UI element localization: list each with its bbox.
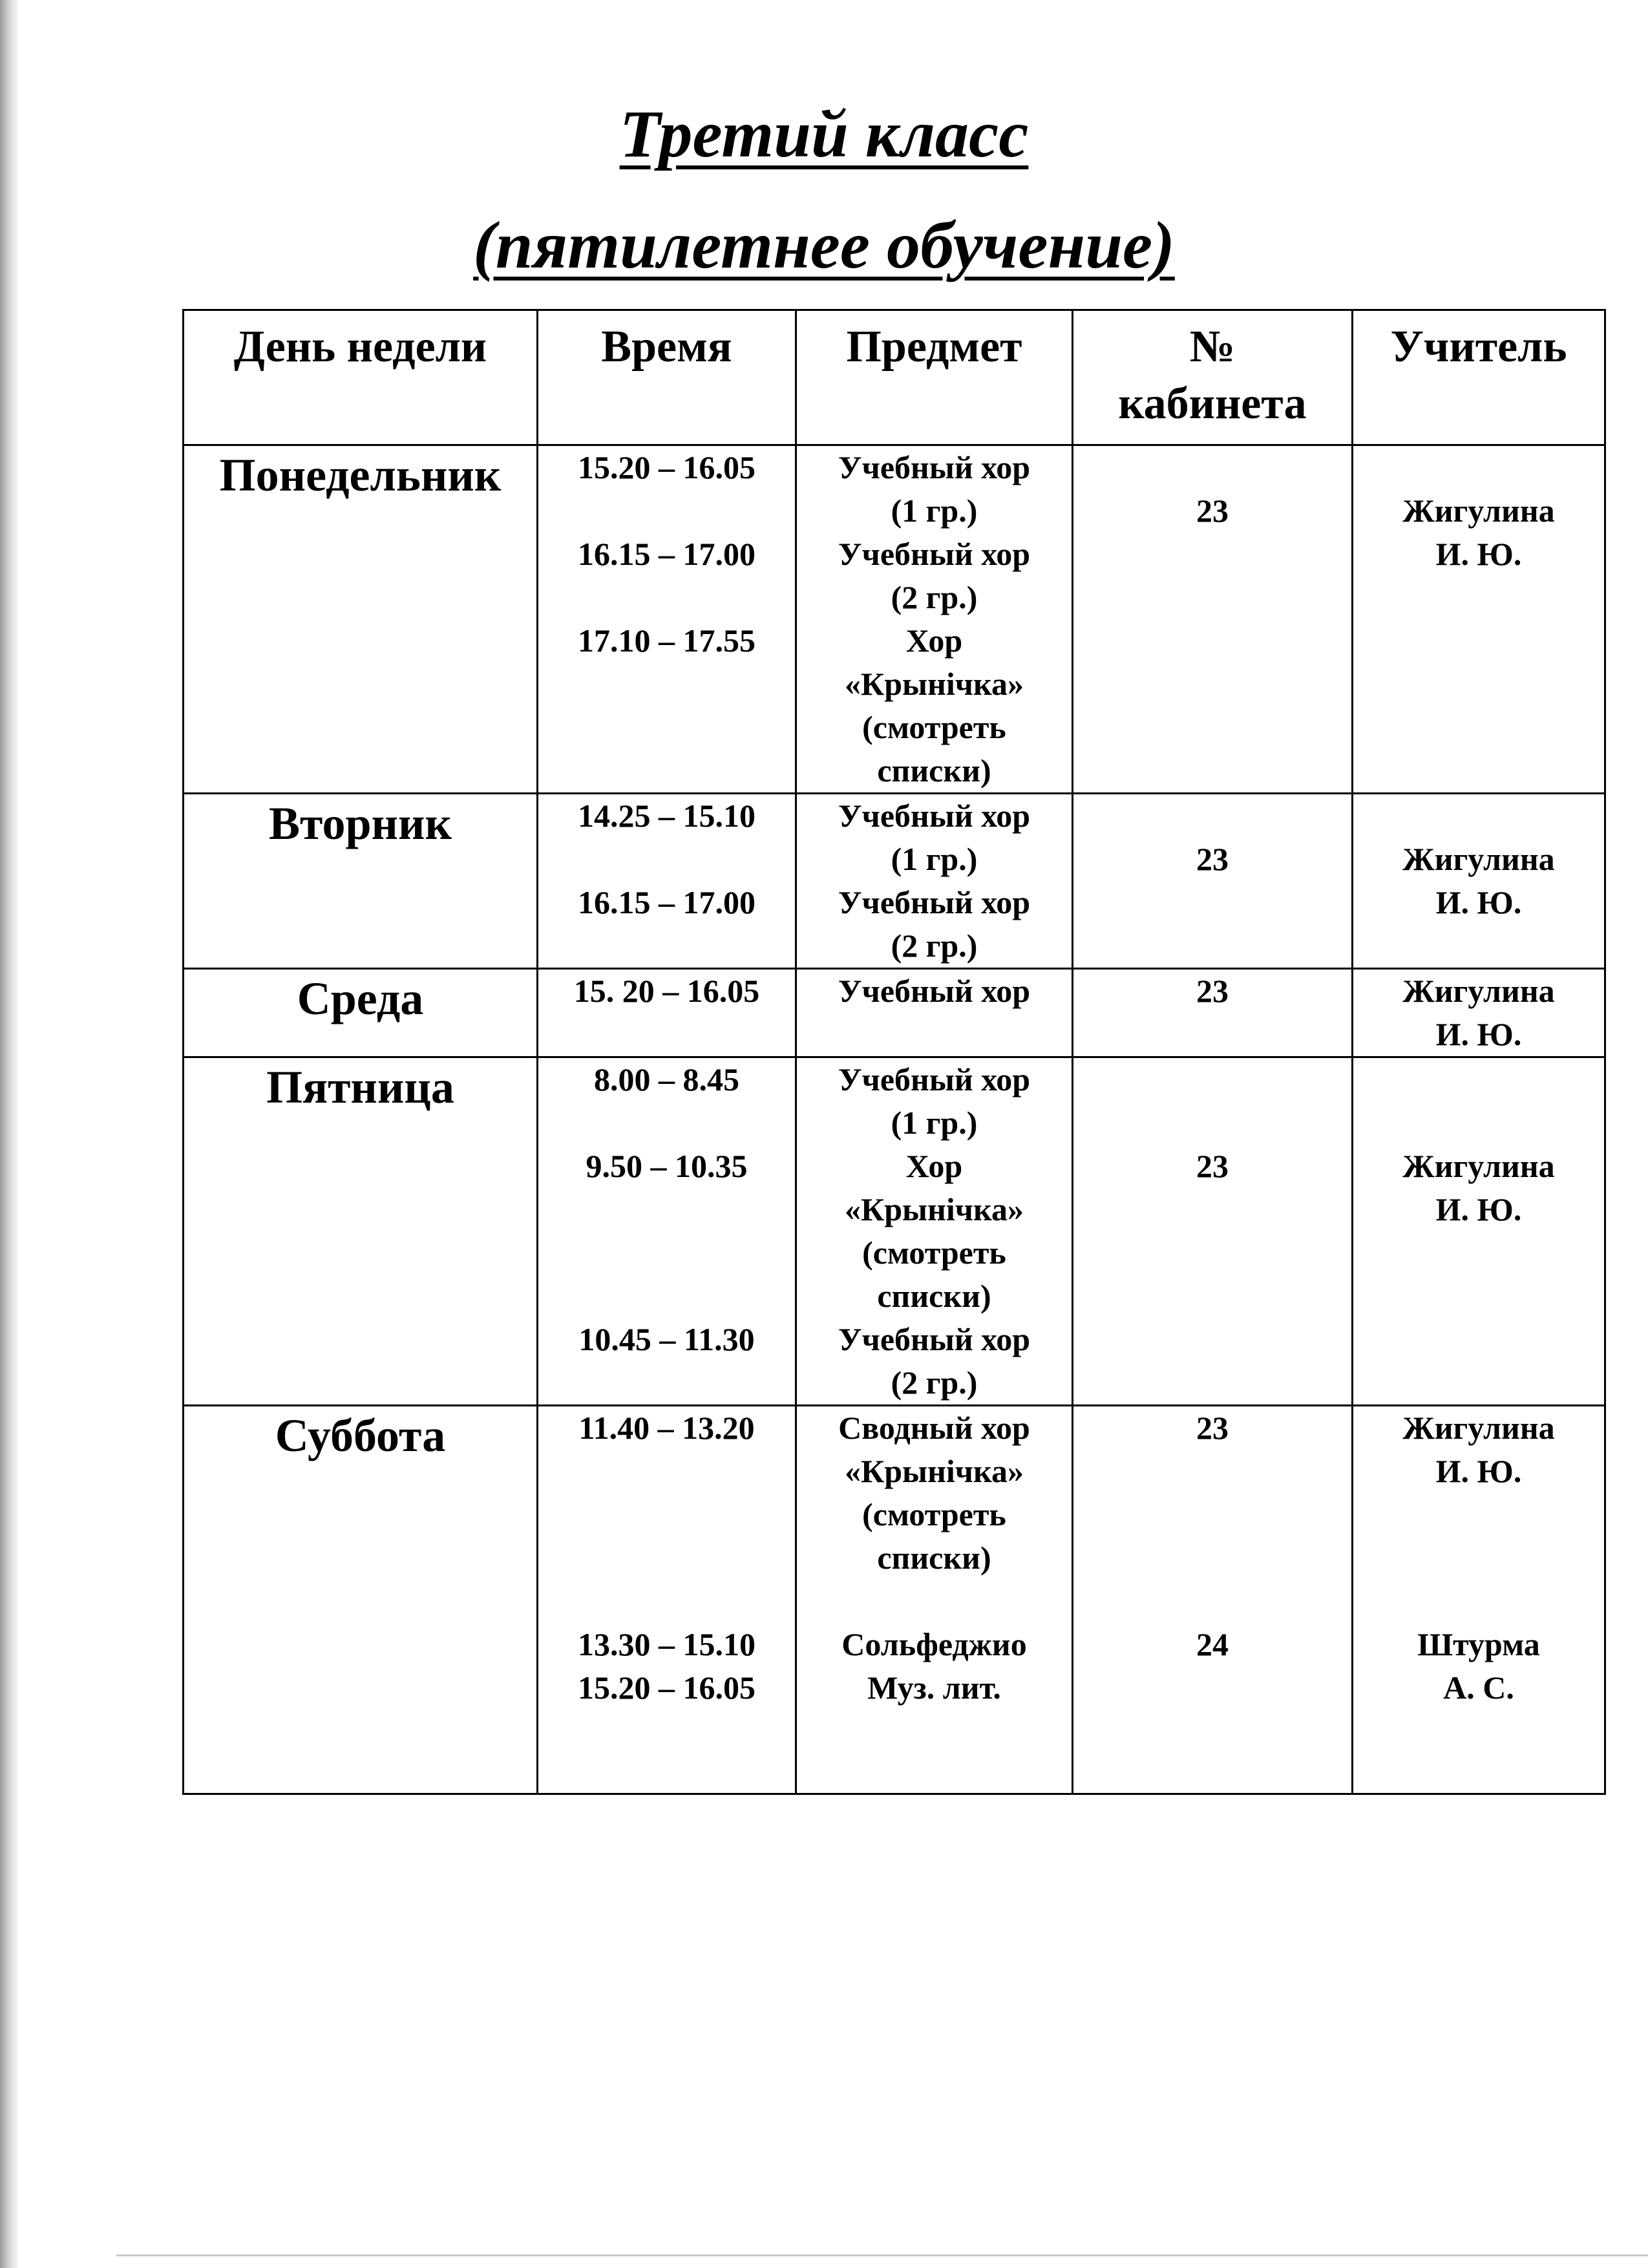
page-title: Третий класс	[619, 97, 1029, 171]
scan-shadow-edge	[0, 0, 19, 2268]
subject-cell	[796, 445, 1073, 794]
time-line	[538, 1188, 795, 1231]
day-cell: Пятница	[184, 1057, 538, 1406]
room-line	[1073, 794, 1351, 838]
time-line	[538, 1580, 795, 1623]
subject-line: (1 гр.)	[891, 493, 978, 529]
teacher-line: Жигулина	[1402, 1410, 1555, 1446]
room-cell	[1073, 445, 1353, 794]
time-cell	[538, 969, 796, 1057]
day-cell: Понедельник	[184, 445, 538, 794]
time-line: 16.15 – 17.00	[578, 536, 755, 572]
time-line	[538, 1275, 795, 1318]
schedule-table	[182, 309, 1606, 1795]
room-cell	[1073, 969, 1353, 1057]
room-line: 23	[1196, 1148, 1229, 1184]
teacher-line: Жигулина	[1402, 973, 1555, 1009]
teacher-line	[1353, 1580, 1604, 1623]
teacher-line: И. Ю.	[1435, 1191, 1522, 1227]
table-row	[184, 969, 1605, 1057]
time-line: 17.10 – 17.55	[578, 622, 755, 659]
subject-cell	[796, 1057, 1073, 1406]
teacher-line: Жигулина	[1402, 1148, 1555, 1184]
room-line	[1073, 1058, 1351, 1101]
subject-line: (1 гр.)	[891, 1105, 978, 1141]
time-line	[538, 838, 795, 881]
subject-line: «Крынічка»	[844, 666, 1024, 702]
table-row	[184, 794, 1605, 969]
day-cell: Вторник	[184, 794, 538, 969]
subject-line: Сводный хор	[838, 1410, 1030, 1446]
time-line: 15. 20 – 16.05	[573, 973, 760, 1009]
subject-line: Хор	[905, 622, 963, 659]
header-room-number-sign: №	[1189, 322, 1236, 372]
table-header-row	[184, 310, 1605, 445]
subject-line: списки)	[877, 1540, 991, 1576]
teacher-line: Жигулина	[1402, 841, 1555, 877]
room-cell	[1073, 794, 1353, 969]
subject-line: Учебный хор	[838, 536, 1031, 572]
header-teacher: Учитель	[1353, 310, 1605, 445]
scan-bottom-line	[116, 2254, 1648, 2256]
teacher-line	[1353, 1058, 1604, 1101]
room-line: 23	[1196, 1410, 1229, 1446]
time-line: 9.50 – 10.35	[586, 1148, 748, 1184]
teacher-line: А. С.	[1443, 1669, 1514, 1706]
time-line	[538, 1101, 795, 1145]
subject-cell	[796, 794, 1073, 969]
subject-line: «Крынічка»	[844, 1191, 1024, 1227]
teacher-cell	[1353, 1057, 1605, 1406]
time-line	[538, 576, 795, 619]
subject-line: «Крынічка»	[844, 1453, 1024, 1489]
room-cell	[1073, 1057, 1353, 1406]
subject-line: Учебный хор	[838, 884, 1031, 920]
time-cell	[538, 445, 796, 794]
teacher-line: И. Ю.	[1435, 884, 1522, 920]
teacher-cell	[1353, 1406, 1605, 1794]
subject-cell	[796, 969, 1073, 1057]
teacher-cell	[1353, 794, 1605, 969]
subject-line	[797, 1580, 1072, 1623]
subject-line: Сольфеджио	[841, 1626, 1027, 1662]
subject-line: (1 гр.)	[891, 841, 978, 877]
subject-line: Учебный хор	[838, 1321, 1031, 1357]
header-time: Время	[538, 310, 796, 445]
day-cell: Суббота	[184, 1406, 538, 1794]
time-line	[538, 489, 795, 533]
room-line	[1073, 446, 1351, 489]
header-room	[1073, 310, 1353, 445]
teacher-line	[1353, 1101, 1604, 1145]
time-cell	[538, 794, 796, 969]
header-room-label: кабинета	[1118, 379, 1307, 429]
time-line	[538, 1493, 795, 1536]
teacher-line: Жигулина	[1402, 493, 1555, 529]
subject-line: Муз. лит.	[867, 1669, 1001, 1706]
subject-line: Хор	[905, 1148, 963, 1184]
room-line	[1073, 1493, 1351, 1536]
teacher-line	[1353, 446, 1604, 489]
room-line	[1073, 1450, 1351, 1493]
teacher-line: И. Ю.	[1435, 1453, 1522, 1489]
teacher-line: И. Ю.	[1435, 536, 1522, 572]
room-line	[1073, 1580, 1351, 1623]
room-line: 23	[1196, 841, 1229, 877]
time-line: 10.45 – 11.30	[578, 1321, 755, 1357]
time-line: 14.25 – 15.10	[578, 798, 755, 834]
subject-line: Учебный хор	[838, 798, 1031, 834]
subject-line: Учебный хор	[838, 973, 1031, 1009]
room-line: 23	[1196, 973, 1229, 1009]
subject-line: (смотреть	[862, 1496, 1006, 1532]
table-row	[184, 1406, 1605, 1794]
header-day: День недели	[184, 310, 538, 445]
room-cell	[1073, 1406, 1353, 1794]
table-row	[184, 445, 1605, 794]
time-line: 15.20 – 16.05	[578, 1669, 755, 1706]
time-line: 11.40 – 13.20	[578, 1410, 755, 1446]
subject-line: Учебный хор	[838, 1061, 1031, 1097]
subject-line: (2 гр.)	[891, 927, 978, 964]
subject-cell	[796, 1406, 1073, 1794]
table-row	[184, 1057, 1605, 1406]
subject-line: (смотреть	[862, 709, 1006, 745]
room-line	[1073, 1101, 1351, 1145]
subject-line: (смотреть	[862, 1235, 1006, 1271]
time-line	[538, 1450, 795, 1493]
time-line: 13.30 – 15.10	[578, 1626, 755, 1662]
time-line: 16.15 – 17.00	[578, 884, 755, 920]
subject-line: (2 гр.)	[891, 579, 978, 615]
teacher-cell	[1353, 445, 1605, 794]
subject-line: списки)	[877, 1278, 991, 1314]
time-line: 15.20 – 16.05	[578, 449, 755, 485]
room-line: 23	[1196, 493, 1229, 529]
teacher-line: Штурма	[1417, 1626, 1540, 1662]
teacher-line	[1353, 794, 1604, 838]
subject-line: (2 гр.)	[891, 1364, 978, 1401]
room-line: 24	[1196, 1626, 1229, 1662]
teacher-cell	[1353, 969, 1605, 1057]
teacher-line	[1353, 1493, 1604, 1536]
teacher-line: И. Ю.	[1435, 1016, 1522, 1052]
subject-line: Учебный хор	[838, 449, 1031, 485]
time-cell	[538, 1057, 796, 1406]
time-line	[538, 1536, 795, 1580]
subject-line: списки)	[877, 752, 991, 789]
teacher-line	[1353, 1536, 1604, 1580]
time-cell	[538, 1406, 796, 1794]
day-cell: Среда	[184, 969, 538, 1057]
time-line	[538, 1231, 795, 1275]
header-subject: Предмет	[796, 310, 1073, 445]
page-subtitle: (пятилетнее обучение)	[473, 208, 1175, 282]
time-line: 8.00 – 8.45	[594, 1061, 739, 1097]
room-line	[1073, 1536, 1351, 1580]
